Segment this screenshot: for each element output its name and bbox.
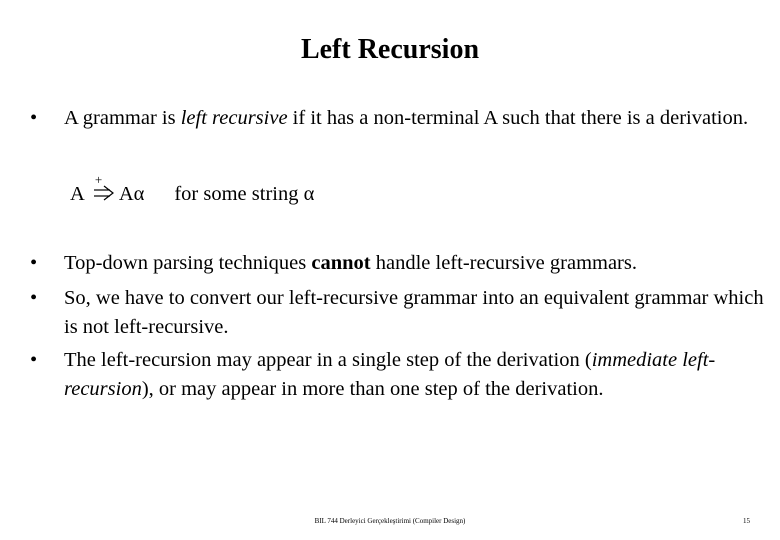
bullet-item-left-recursion-forms <box>30 346 770 404</box>
bullet-text: Top-down parsing techniques cannot handle left-recursive grammars. <box>64 252 637 274</box>
bullet-item-convert-grammar <box>30 284 770 342</box>
derivation-rhs: Aα <box>118 183 145 205</box>
derives-arrow-icon <box>93 172 117 203</box>
slide-title: Left Recursion <box>300 34 480 65</box>
bullet-marker: • <box>30 287 38 309</box>
derivation-plus: + <box>94 172 103 187</box>
page-number: 15 <box>743 517 750 525</box>
bullet-item-top-down <box>30 249 770 278</box>
bullet-text: So, we have to convert our left-recursive grammar into an equivalent grammar which is not left-recursive. <box>64 287 764 338</box>
term-left-recursive: left recursive <box>180 107 288 129</box>
bullet-text: A grammar is left recursive if it has a non-terminal A such that there is a derivation. <box>64 107 749 129</box>
derivation-note: for some string α <box>174 183 315 205</box>
bullet-marker: • <box>30 252 38 274</box>
bullet-marker: • <box>30 107 38 129</box>
bullet-item-left-recursive-definition <box>30 104 770 133</box>
footer-course-title: BIL 744 Derleyici Gerçekleştirimi (Compiler Design) <box>314 517 466 525</box>
term-immediate-left-recursion: immediate left-recursion <box>64 349 716 400</box>
bullet-marker: • <box>30 349 38 371</box>
bullet-text: The left-recursion may appear in a single step of the derivation (immediate left-recursion), or may appear in more than one step of the derivation. <box>64 349 716 400</box>
derivation-lhs: A <box>70 183 85 205</box>
emphasis-cannot: cannot <box>311 252 371 274</box>
derivation-formula <box>70 172 315 209</box>
